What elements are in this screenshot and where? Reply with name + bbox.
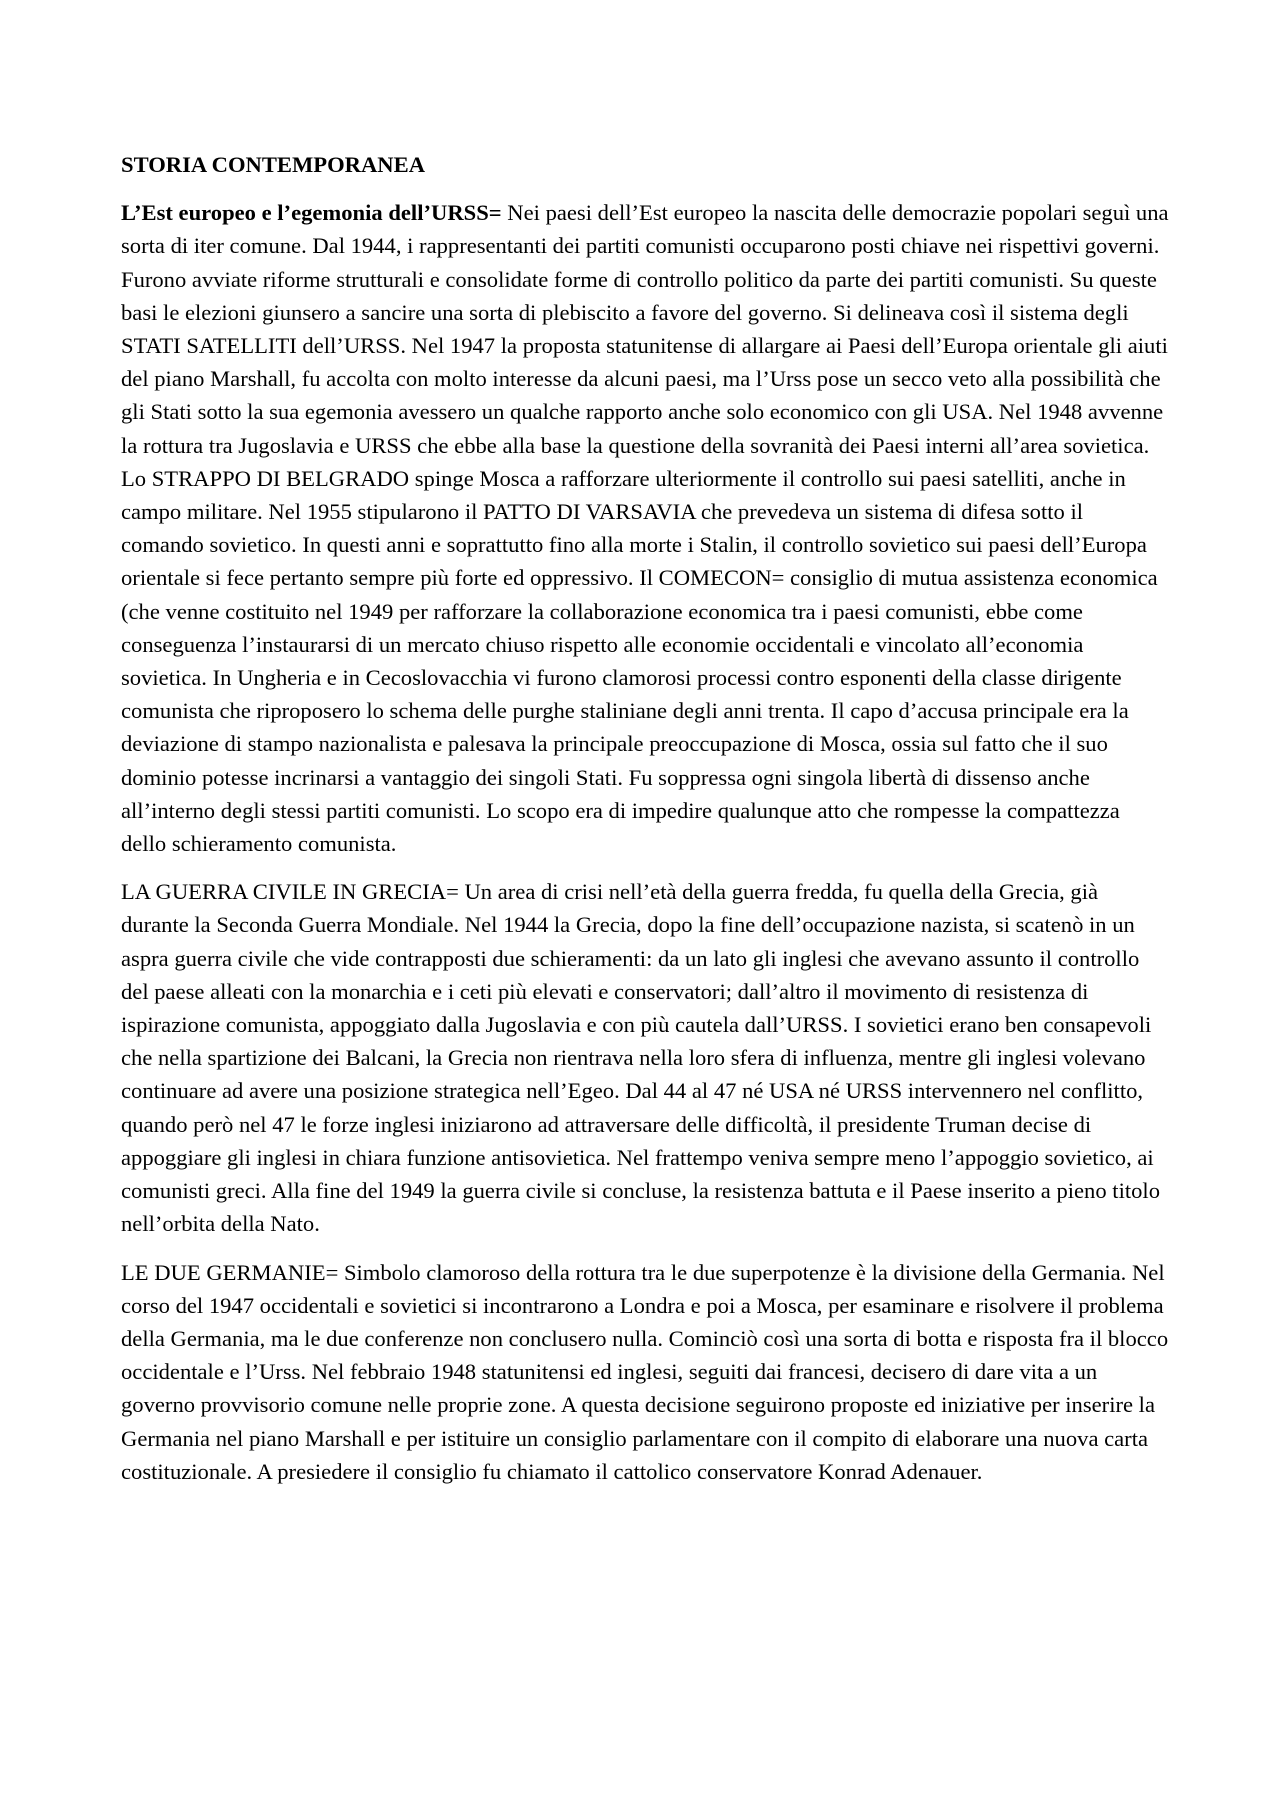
paragraph-lead-heading: L’Est europeo e l’egemonia dell’URSS= — [121, 200, 502, 226]
document-title: STORIA CONTEMPORANEA — [121, 152, 426, 177]
paragraph-due-germanie: LE DUE GERMANIE= Simbolo clamoroso della rottura tra le due superpotenze è la divisione della Germania. Nel corso del 1947 occidentali e sovietici si incontrarono a Londra e poi a Mosca, per esaminare e risolvere il problema della Germania, ma le due conferenze non conclusero nulla. Cominciò così una sorta di botta e risposta fra il blocco occidentale e l’Urss. Nel febbraio 1948 statunitensi ed inglesi, seguiti dai francesi, decisero di dare vita a un governo provvisorio comune nelle proprie zone. A questa decisione seguirono proposte ed iniziative per inserire la Germania nel piano Marshall e per istituire un consiglio parlamentare con il compito di elaborare una nuova carta costituzionale. A presiedere il consiglio fu chiamato il cattolico conservatore Konrad Adenauer. — [121, 1259, 1169, 1484]
document-page — [121, 148, 1169, 1503]
paragraph-body: Nei paesi dell’Est europeo la nascita delle democrazie popolari seguì una sorta di iter comune. Dal 1944, i rappresentanti dei partiti comunisti occuparono posti chiave nei rispettivi governi. Furono avviate riforme strutturali e consolidate forme di controllo politico da parte dei partiti comunisti. Su queste basi le elezioni giunsero a sancire una sorta di plebiscito a favore del governo. Si delineava così il sistema degli STATI SATELLITI dell’URSS. Nel 1947 la proposta statunitense di allargare ai Paesi dell’Europa orientale gli aiuti del piano Marshall, fu accolta con molto interesse da alcuni paesi, ma l’Urss pose un secco veto alla possibilità che gli Stati sotto la sua egemonia avessero un qualche rapporto anche solo economico con gli USA. Nel 1948 avvenne la rottura tra Jugoslavia e URSS che ebbe alla base la questione della sovranità dei Paesi interni all’area sovietica. Lo STRAPPO DI BELGRADO spinge Mosca a rafforzare ulteriormente il controllo sui paesi satelliti, anche in campo militare. Nel 1955 stipularono il PATTO DI VARSAVIA che prevedeva un sistema di difesa sotto il comando sovietico. In questi anni e soprattutto fino alla morte i Stalin, il controllo sovietico sui paesi dell’Europa orientale si fece pertanto sempre più forte ed oppressivo. Il COMECON= consiglio di mutua assistenza economica (che venne costituito nel 1949 per rafforzare la collaborazione economica tra i paesi comunisti, ebbe come conseguenza l’instaurarsi di un mercato chiuso rispetto alle economie occidentali e vincolato all’economia sovietica. In Ungheria e in Cecoslovacchia vi furono clamorosi processi contro esponenti della classe dirigente comunista che riproposero lo schema delle purghe staliniane degli anni trenta. Il capo d’accusa principale era la deviazione di stampo nazionalista e palesava la principale preoccupazione di Mosca, ossia sul fatto che il suo dominio potesse incrinarsi a vantaggio dei singoli Stati. Fu soppressa ogni singola libertà di dissenso anche all’interno degli stessi partiti comunisti. Lo scopo era di impedire qualunque atto che rompesse la compattezza dello schieramento comunista. — [121, 200, 1169, 857]
paragraph-guerra-civile-grecia: LA GUERRA CIVILE IN GRECIA= Un area di crisi nell’età della guerra fredda, fu quella della Grecia, già durante la Seconda Guerra Mondiale. Nel 1944 la Grecia, dopo la fine dell’occupazione nazista, si scatenò in un aspra guerra civile che vide contrapposti due schieramenti: da un lato gli inglesi che avevano assunto il controllo del paese alleati con la monarchia e i ceti più elevati e conservatori; dall’altro il movimento di resistenza di ispirazione comunista, appoggiato dalla Jugoslavia e con più cautela dall’URSS. I sovietici erano ben consapevoli che nella spartizione dei Balcani, la Grecia non rientrava nella loro sfera di influenza, mentre gli inglesi volevano continuare ad avere una posizione strategica nell’Egeo. Dal 44 al 47 né USA né URSS intervennero nel conflitto, quando però nel 47 le forze inglesi iniziarono ad attraversare delle difficoltà, il presidente Truman decise di appoggiare gli inglesi in chiara funzione antisovietica. Nel frattempo veniva sempre meno l’appoggio sovietico, ai comunisti greci. Alla fine del 1949 la guerra civile si concluse, la resistenza battuta e il Paese inserito a pieno titolo nell’orbita della Nato. — [121, 879, 1160, 1237]
paragraph-est-europeo — [121, 196, 1169, 860]
